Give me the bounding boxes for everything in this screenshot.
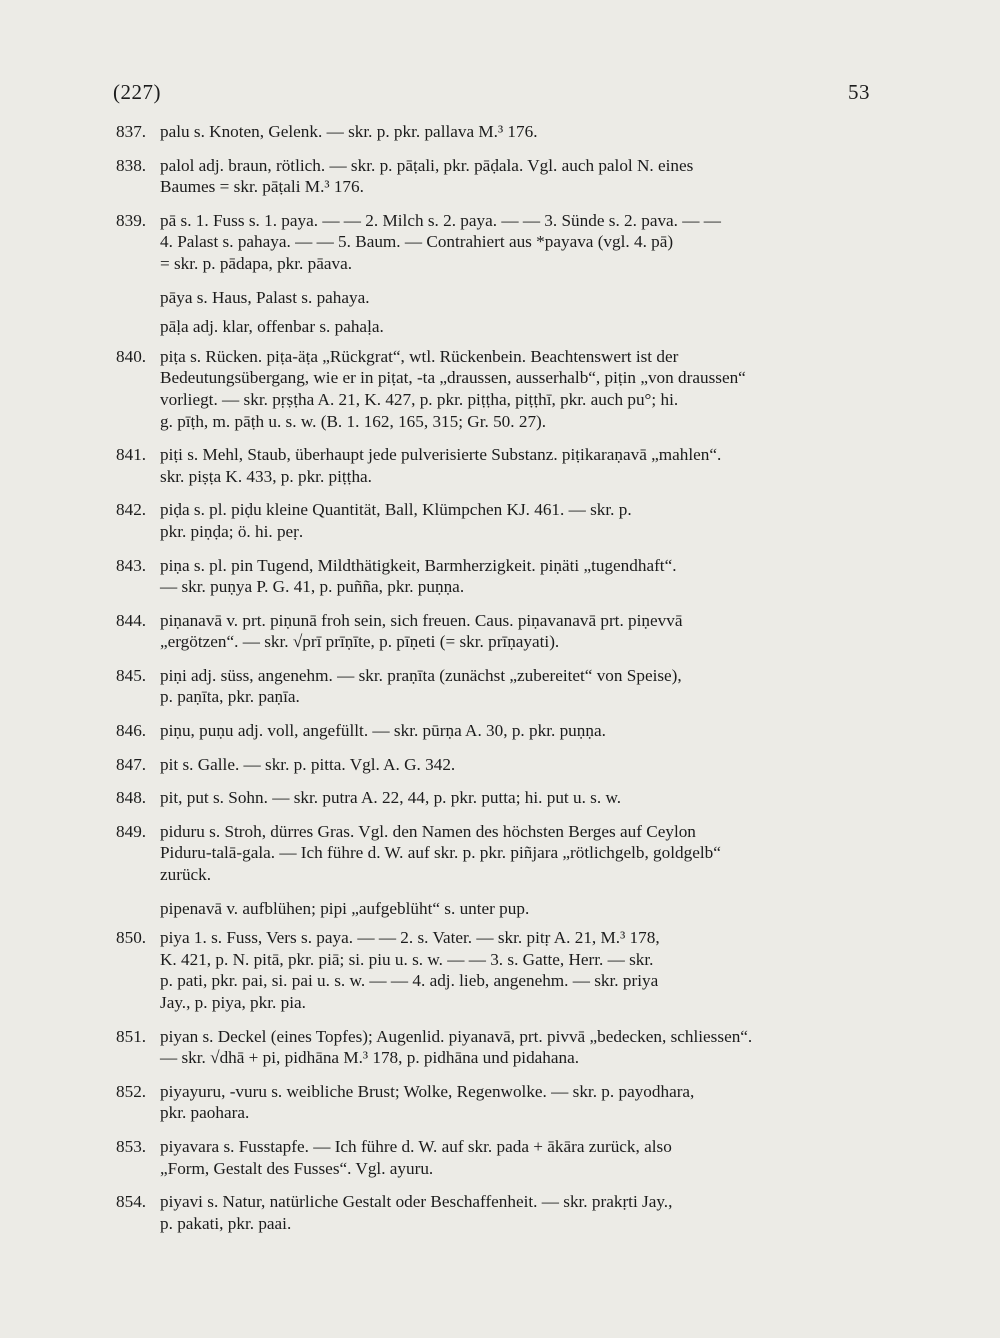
entry-line: — skr. √dhā + pi, pidhāna M.³ 178, p. pidhāna und pidahana. bbox=[160, 1048, 580, 1068]
section-number: (227) bbox=[113, 80, 161, 104]
entry-number: 852. bbox=[116, 1081, 147, 1101]
entry-line: piṇa s. pl. pin Tugend, Mildthätigkeit, Barmherzigkeit. piṇäti „tugendhaft“. bbox=[160, 555, 677, 575]
entry-line: vorliegt. — skr. pṛṣṭha A. 21, K. 427, p. pkr. piṭṭha, piṭṭhī, pkr. auch pu°; hi. bbox=[160, 389, 679, 409]
entry-number: 840. bbox=[116, 346, 147, 366]
entry-number: 846. bbox=[116, 721, 147, 741]
dictionary-entry bbox=[116, 610, 876, 653]
entry-line: = skr. p. pādapa, pkr. pāava. bbox=[160, 253, 353, 273]
entry-number: 850. bbox=[116, 928, 147, 948]
entry-line: p. pakati, pkr. paai. bbox=[160, 1213, 292, 1233]
dictionary-entry bbox=[116, 720, 876, 742]
entry-number: 851. bbox=[116, 1026, 147, 1046]
entry-number: 839. bbox=[116, 210, 147, 230]
entry-line: pit, put s. Sohn. — skr. putra A. 22, 44, p. pkr. putta; hi. put u. s. w. bbox=[160, 788, 622, 808]
entry-line: piṇu, puṇu adj. voll, angefüllt. — skr. pūrṇa A. 30, p. pkr. puṇṇa. bbox=[160, 721, 606, 741]
entry-line: pāḷa adj. klar, offenbar s. pahaḷa. bbox=[160, 317, 384, 337]
entry-line: 4. Palast s. pahaya. — — 5. Baum. — Contrahiert aus *payava (vgl. 4. pā) bbox=[160, 232, 674, 252]
dictionary-entry bbox=[116, 927, 876, 1013]
entry-line: skr. piṣṭa K. 433, p. pkr. piṭṭha. bbox=[160, 466, 372, 486]
entry-number: 854. bbox=[116, 1192, 147, 1212]
dictionary-entry bbox=[116, 346, 876, 432]
dictionary-entry bbox=[116, 155, 876, 198]
entry-line: — skr. puṇya P. G. 41, p. puñña, pkr. puṇṇa. bbox=[160, 577, 465, 597]
entry-line: pā s. 1. Fuss s. 1. paya. — — 2. Milch s. 2. paya. — — 3. Sünde s. 2. pava. — — bbox=[160, 210, 721, 230]
page-number: 53 bbox=[848, 80, 870, 104]
entry-line: p. paṇīta, pkr. paṇīa. bbox=[160, 687, 300, 707]
entry-line: pāya s. Haus, Palast s. pahaya. bbox=[160, 287, 370, 307]
dictionary-entry bbox=[116, 665, 876, 708]
entry-number: 842. bbox=[116, 500, 147, 520]
entry-line: Bedeutungsübergang, wie er in piṭat, -ta „draussen, ausserhalb“, piṭin „von draussen“ bbox=[160, 368, 746, 388]
dictionary-entries bbox=[116, 121, 876, 1246]
entry-line: Piduru-talā-gala. — Ich führe d. W. auf skr. p. pkr. piñjara „rötlichgelb, goldgelb“ bbox=[160, 843, 721, 863]
entry-line: K. 421, p. N. pitā, pkr. piā; si. piu u. s. w. — — 3. s. Gatte, Herr. — skr. bbox=[160, 949, 654, 969]
entry-line: piṇanavā v. prt. piṇunā froh sein, sich freuen. Caus. piṇavanavā prt. piṇevvā bbox=[160, 610, 683, 630]
entry-number: 845. bbox=[116, 665, 147, 685]
entry-line: g. pīṭh, m. pāṭh u. s. w. (B. 1. 162, 165, 315; Gr. 50. 27). bbox=[160, 411, 547, 431]
entry-line: pipenavā v. aufblühen; pipi „aufgeblüht“ s. unter pup. bbox=[160, 898, 530, 918]
entry-number: 848. bbox=[116, 788, 147, 808]
dictionary-entry bbox=[116, 754, 876, 776]
entry-line: pit s. Galle. — skr. p. pitta. Vgl. A. G. 342. bbox=[160, 754, 456, 774]
dictionary-entry bbox=[116, 898, 876, 920]
entry-line: Jay., p. piya, pkr. pia. bbox=[160, 993, 306, 1012]
dictionary-entry bbox=[116, 121, 876, 143]
entry-line: piyavi s. Natur, natürliche Gestalt oder Beschaffenheit. — skr. prakṛti Jay., bbox=[160, 1192, 673, 1212]
entry-line: piṭa s. Rücken. piṭa-äṭa „Rückgrat“, wtl. Rückenbein. Beachtenswert ist der bbox=[160, 346, 679, 366]
dictionary-entry bbox=[116, 444, 876, 487]
dictionary-entry bbox=[116, 555, 876, 598]
entry-number: 843. bbox=[116, 555, 147, 575]
dictionary-entry bbox=[116, 1191, 876, 1234]
dictionary-entry bbox=[116, 287, 876, 309]
page-header bbox=[113, 80, 870, 110]
entry-line: piṇi adj. süss, angenehm. — skr. praṇīta (zunächst „zubereitet“ von Speise), bbox=[160, 665, 682, 685]
entry-number: 844. bbox=[116, 610, 147, 630]
entry-number: 841. bbox=[116, 445, 147, 465]
entry-number: 837. bbox=[116, 122, 147, 141]
entry-line: piyan s. Deckel (eines Topfes); Augenlid. piyanavā, prt. pivvā „bedecken, schliessen“. bbox=[160, 1026, 753, 1046]
entry-line: pkr. paohara. bbox=[160, 1103, 250, 1123]
entry-line: piyavara s. Fusstapfe. — Ich führe d. W. auf skr. pada + ākāra zurück, also bbox=[160, 1136, 672, 1156]
entry-line: „Form, Gestalt des Fusses“. Vgl. ayuru. bbox=[160, 1158, 434, 1178]
entry-number: 853. bbox=[116, 1136, 147, 1156]
dictionary-entry bbox=[116, 316, 876, 338]
entry-line: Baumes = skr. pāṭali M.³ 176. bbox=[160, 177, 364, 197]
dictionary-entry bbox=[116, 787, 876, 809]
entry-line: pkr. piṇḍa; ö. hi. peṛ. bbox=[160, 521, 304, 541]
entry-line: piyayuru, -vuru s. weibliche Brust; Wolke, Regenwolke. — skr. p. payodhara, bbox=[160, 1081, 695, 1101]
entry-number: 847. bbox=[116, 754, 147, 774]
entry-number: 838. bbox=[116, 155, 147, 175]
dictionary-entry bbox=[116, 821, 876, 886]
dictionary-entry bbox=[116, 1081, 876, 1124]
entry-line: palu s. Knoten, Gelenk. — skr. p. pkr. pallava M.³ 176. bbox=[160, 122, 538, 141]
dictionary-entry bbox=[116, 1026, 876, 1069]
entry-line: p. pati, pkr. pai, si. pai u. s. w. — — 4. adj. lieb, angenehm. — skr. priya bbox=[160, 971, 659, 991]
entry-line: piṭi s. Mehl, Staub, überhaupt jede pulverisierte Substanz. piṭikaraṇavā „mahlen“. bbox=[160, 445, 722, 465]
entry-number: 849. bbox=[116, 821, 147, 841]
dictionary-entry bbox=[116, 210, 876, 275]
entry-line: zurück. bbox=[160, 865, 212, 885]
entry-line: piya 1. s. Fuss, Vers s. paya. — — 2. s. Vater. — skr. pitṛ A. 21, M.³ 178, bbox=[160, 928, 660, 948]
entry-line: palol adj. braun, rötlich. — skr. p. pāṭali, pkr. pāḍala. Vgl. auch palol N. eines bbox=[160, 155, 694, 175]
entry-line: „ergötzen“. — skr. √prī prīṇīte, p. pīṇeti (= skr. prīṇayati). bbox=[160, 632, 560, 652]
dictionary-entry bbox=[116, 1136, 876, 1179]
entry-line: piḍa s. pl. piḍu kleine Quantität, Ball, Klümpchen KJ. 461. — skr. p. bbox=[160, 500, 632, 520]
entry-line: piduru s. Stroh, dürres Gras. Vgl. den Namen des höchsten Berges auf Ceylon bbox=[160, 821, 696, 841]
dictionary-entry bbox=[116, 499, 876, 542]
